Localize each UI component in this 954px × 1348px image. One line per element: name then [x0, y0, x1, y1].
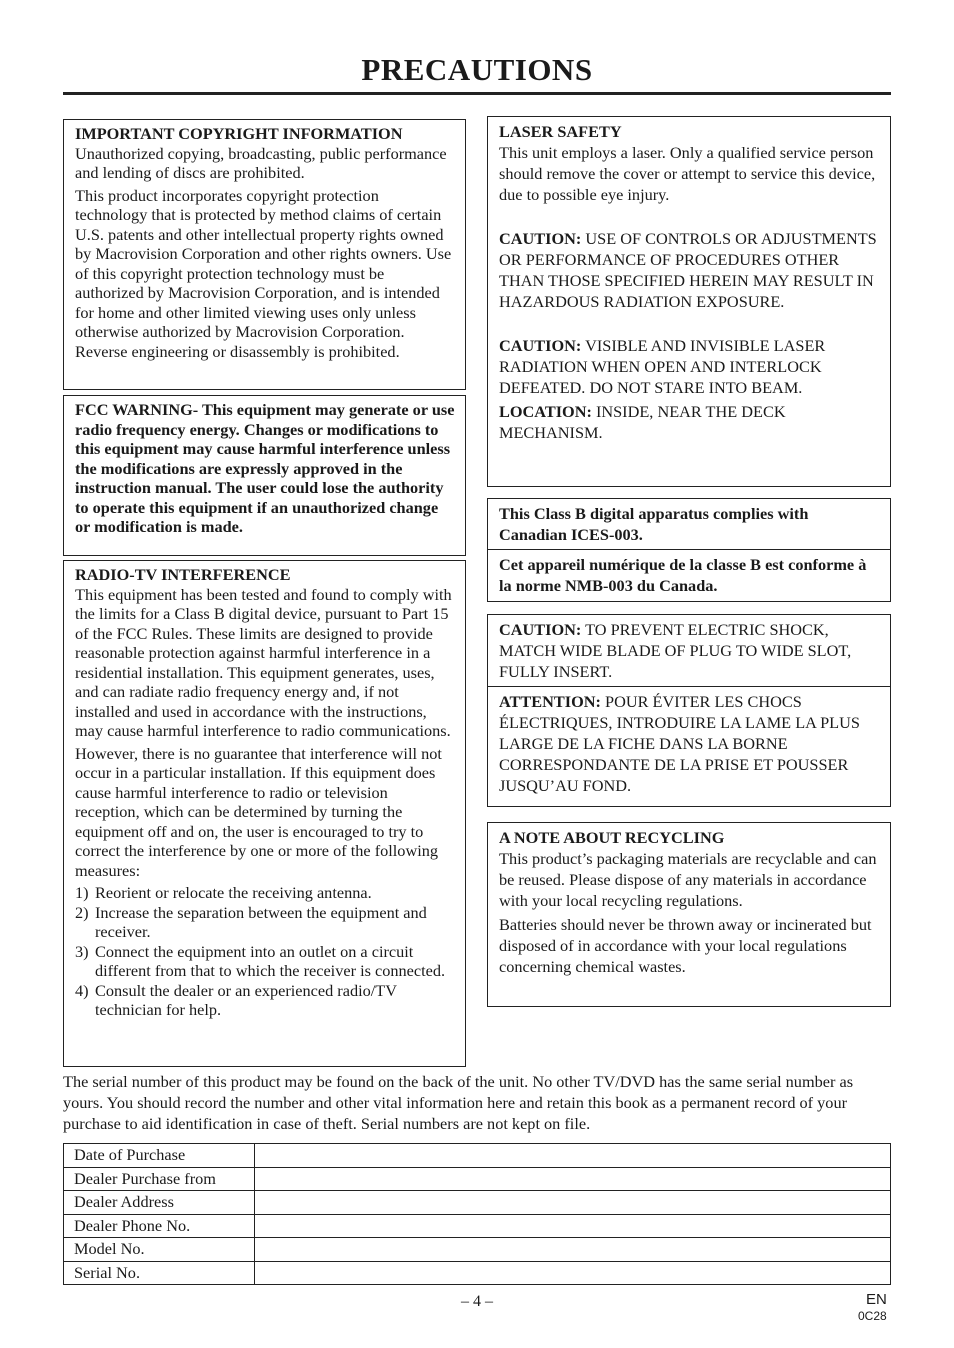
class-b-english: This Class B digital apparatus complies with Canadian ICES-003. — [499, 504, 809, 544]
list-item: 1) Reorient or relocate the receiving antenna. — [75, 883, 372, 902]
serial-number-text: The serial number of this product may be found on the back of the unit. No other TV/DVD has the same serial number as yours. You should record the number and other vital information here and retain this book as a permanent record of your purchase to aid identification in case of theft. Serial numbers are not kept on file. — [63, 1072, 854, 1133]
row-value-field[interactable] — [255, 1261, 891, 1285]
list-item: 4) Consult the dealer or an experienced radio/TV technician for help. — [75, 980, 397, 1019]
laser-location: LOCATION: INSIDE, NEAR THE DECK MECHANISM. — [499, 402, 786, 442]
row-label: Serial No. — [64, 1261, 255, 1285]
list-item: 3) Connect the equipment into an outlet on a circuit different from that to which the receiver is connected. — [75, 941, 446, 980]
laser-safety-paragraph: This unit employs a laser. Only a qualified service person should remove the cover or attempt to service this device, due to possible eye injury. — [499, 143, 876, 204]
radio-tv-paragraph-1: This equipment has been tested and found to comply with the limits for a Class B digital device, pursuant to Part 15 of the FCC Rules. These limits are designed to provide reasonable protection against harmful interference in a residential installation. This equipment generates, uses, and can radiate radio frequency energy and, if not installed and used in accordance with the instructions, may cause harmful interference to radio communications. — [75, 584, 452, 740]
shock-attention: ATTENTION: POUR ÉVITER LES CHOCS ÉLECTRIQUES, INTRODUIRE LA LAME LA PLUS LARGE DE LA FICHE DANS LA BORNE CORRESPONDANTE DE LA PRISE ET POUSSER JUSQU’AU FOND. — [499, 692, 860, 795]
table-row — [64, 1214, 891, 1238]
table-row — [64, 1238, 891, 1262]
laser-safety-box — [487, 116, 891, 487]
row-label: Dealer Address — [64, 1191, 255, 1215]
list-item: 2) Increase the separation between the equipment and receiver. — [75, 902, 427, 941]
row-value-field[interactable] — [255, 1144, 891, 1168]
row-value-field[interactable] — [255, 1238, 891, 1262]
table-row — [64, 1261, 891, 1285]
row-label: Dealer Phone No. — [64, 1214, 255, 1238]
recycling-paragraph-2: Batteries should never be thrown away or incinerated but disposed of in accordance with your local regulations concerning chemical wastes. — [499, 915, 872, 976]
electric-shock-box — [487, 614, 891, 807]
page-number: – 4 – — [461, 1293, 493, 1310]
laser-caution-1: CAUTION: USE OF CONTROLS OR ADJUSTMENTS OR PERFORMANCE OF PROCEDURES OTHER THAN THOSE SPECIFIED HEREIN MAY RESULT IN HAZARDOUS RADIATION EXPOSURE. — [499, 229, 877, 311]
table-row — [64, 1191, 891, 1215]
document-code: 0C28 — [858, 1309, 887, 1323]
laser-safety-heading: LASER SAFETY — [499, 122, 622, 141]
purchase-record-table — [63, 1143, 891, 1285]
laser-caution-2: CAUTION: VISIBLE AND INVISIBLE LASER RADIATION WHEN OPEN AND INTERLOCK DEFEATED. DO NOT STARE INTO BEAM. — [499, 336, 826, 397]
row-label: Date of Purchase — [64, 1144, 255, 1168]
class-b-box — [487, 498, 891, 602]
copyright-heading: IMPORTANT COPYRIGHT INFORMATION — [75, 124, 403, 143]
class-b-french: Cet appareil numérique de la classe B est conforme à la norme NMB-003 du Canada. — [499, 555, 867, 595]
page-title: PRECAUTIONS — [361, 52, 593, 87]
language-code: EN — [866, 1291, 887, 1308]
row-value-field[interactable] — [255, 1191, 891, 1215]
table-row — [64, 1144, 891, 1168]
radio-tv-heading: RADIO-TV INTERFERENCE — [75, 565, 291, 584]
copyright-box — [63, 119, 466, 390]
shock-caution: CAUTION: TO PREVENT ELECTRIC SHOCK, MATCH WIDE BLADE OF PLUG TO WIDE SLOT, FULLY INSERT. — [499, 620, 852, 681]
row-value-field[interactable] — [255, 1167, 891, 1191]
radio-tv-box — [63, 560, 466, 1067]
recycling-heading: A NOTE ABOUT RECYCLING — [499, 828, 725, 847]
table-row — [64, 1167, 891, 1191]
fcc-warning-text: FCC WARNING- This equipment may generate or use radio frequency energy. Changes or modifications to this equipment may cause harmful interference unless the modifications are expressly approved in the instruction manual. The user could lose the authority to operate this equipment if an unauthorized change or modification is made. — [75, 400, 455, 536]
title-rule — [63, 92, 891, 95]
recycling-paragraph-1: This product’s packaging materials are recyclable and can be reused. Please dispose of any materials in accordance with your local recycling regulations. — [499, 849, 877, 910]
row-label: Dealer Purchase from — [64, 1167, 255, 1191]
recycling-box — [487, 822, 891, 1007]
copyright-paragraph-1: Unauthorized copying, broadcasting, public performance and lending of discs are prohibited. — [75, 143, 447, 182]
row-label: Model No. — [64, 1238, 255, 1262]
radio-tv-paragraph-2: However, there is no guarantee that interference will not occur in a particular installation. If this equipment does cause harmful interference to radio or television reception, which can be determined by turning the equipment off and on, the user is encouraged to try to correct the interference by one or more of the following measures: — [75, 743, 442, 880]
fcc-warning-box — [63, 395, 466, 556]
copyright-paragraph-2: This product incorporates copyright protection technology that is protected by method claims of certain U.S. patents and other intellectual property rights owned by Macrovision Corporation and other rights owners. Use of this copyright protection technology must be authorized by Macrovision Corporation, and is intended for home and other limited viewing uses only unless otherwise authorized by Macrovision Corporation. Reverse engineering or disassembly is prohibited. — [75, 185, 452, 361]
row-value-field[interactable] — [255, 1214, 891, 1238]
